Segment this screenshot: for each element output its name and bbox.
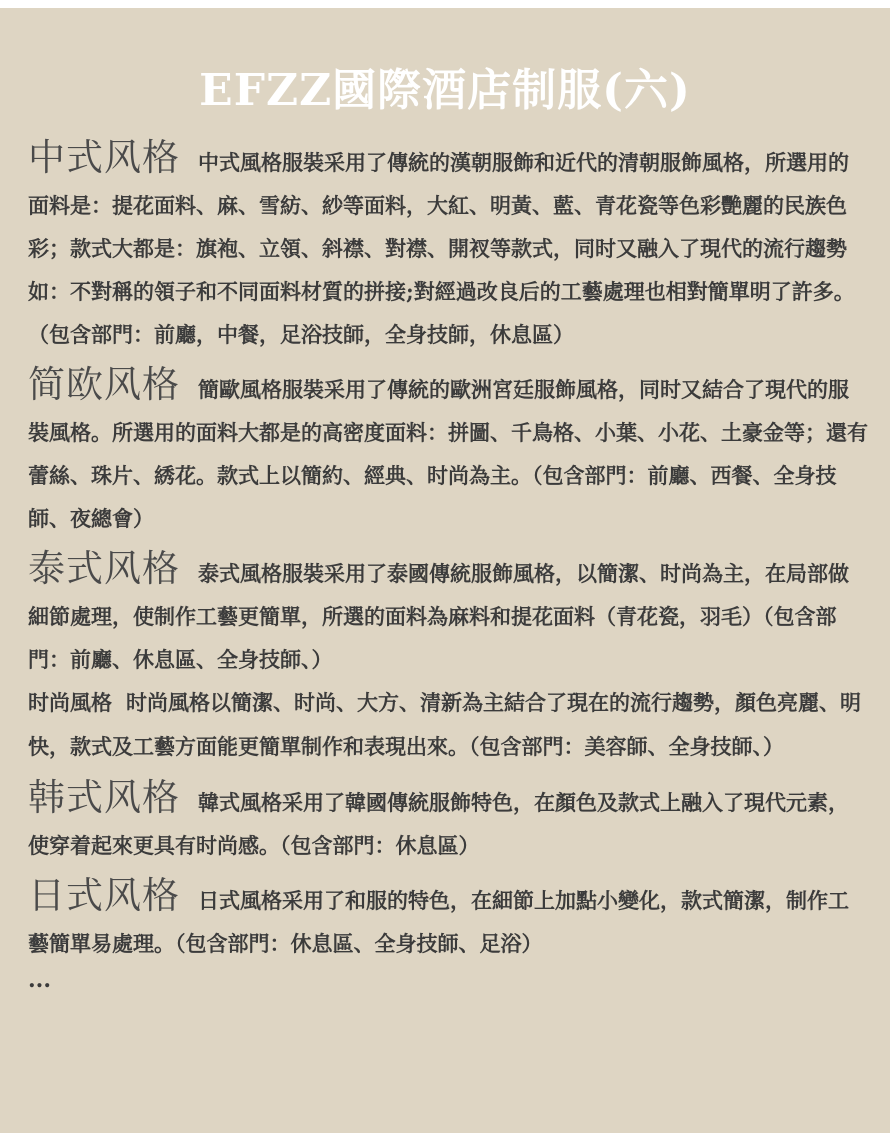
section-chinese-style bbox=[28, 136, 868, 356]
page-title: EFZZ國際酒店制服(六) bbox=[199, 65, 691, 116]
section-heading: 韩式风格 bbox=[28, 776, 180, 819]
section-thai-style bbox=[28, 547, 868, 681]
section-text: 泰式風格服裝采用了泰國傳統服飾風格，以簡潔、时尚為主，在局部做細節處理，使制作工藝更簡單，所選的面料為麻料和提花面料（青花瓷，羽毛）（包含部門：前廳、休息區、全身技師、） bbox=[28, 561, 849, 672]
section-heading: 中式风格 bbox=[28, 136, 180, 179]
section-text: 韓式風格采用了韓國傳統服飾特色，在顏色及款式上融入了現代元素，使穿着起來更具有时尚感。（包含部門：休息區） bbox=[28, 790, 849, 858]
section-heading: 简欧风格 bbox=[28, 363, 180, 406]
section-korean-style bbox=[28, 776, 868, 867]
section-text: 日式風格采用了和服的特色，在細節上加點小變化，款式簡潔，制作工藝簡單易處理。（包含部門：休息區、全身技師、足浴） bbox=[28, 888, 849, 956]
section-heading: 时尚風格 bbox=[28, 690, 112, 715]
document-panel bbox=[0, 8, 890, 1133]
section-text: 时尚風格以簡潔、时尚、大方、清新為主結合了現在的流行趨勢，顏色亮麗、明快，款式及工藝方面能更簡單制作和表現出來。（包含部門：美容師、全身技師、） bbox=[28, 690, 861, 759]
continuation-ellipsis: ... bbox=[28, 967, 51, 993]
section-japanese-style bbox=[28, 874, 868, 965]
section-fashion-style bbox=[28, 681, 868, 769]
section-simple-european-style bbox=[28, 363, 868, 540]
section-heading: 泰式风格 bbox=[28, 547, 180, 590]
section-text: 簡歐風格服裝采用了傳統的歐洲宮廷服飾風格，同时又結合了現代的服裝風格。所選用的面料大都是的高密度面料：拼圖、千鳥格、小葉、小花、土豪金等；還有蕾絲、珠片、綉花。款式上以簡約、經典、时尚為主。（包含部門：前廳、西餐、全身技師、夜總會） bbox=[28, 377, 868, 531]
section-heading: 日式风格 bbox=[28, 874, 180, 917]
content-body bbox=[28, 136, 868, 993]
section-text: 中式風格服裝采用了傳統的漢朝服飾和近代的清朝服飾風格，所選用的面料是：提花面料、麻、雪紡、紗等面料，大紅、明黃、藍、青花瓷等色彩艷麗的民族色彩；款式大都是：旗袍、立領、斜襟、對襟、開衩等款式，同时又融入了現代的流行趨勢如：不對稱的領子和不同面料材質的拼接;對經過改良后的工藝處理也相對簡單明了許多。（包含部門：前廳，中餐，足浴技師，全身技師，休息區） bbox=[28, 150, 855, 347]
